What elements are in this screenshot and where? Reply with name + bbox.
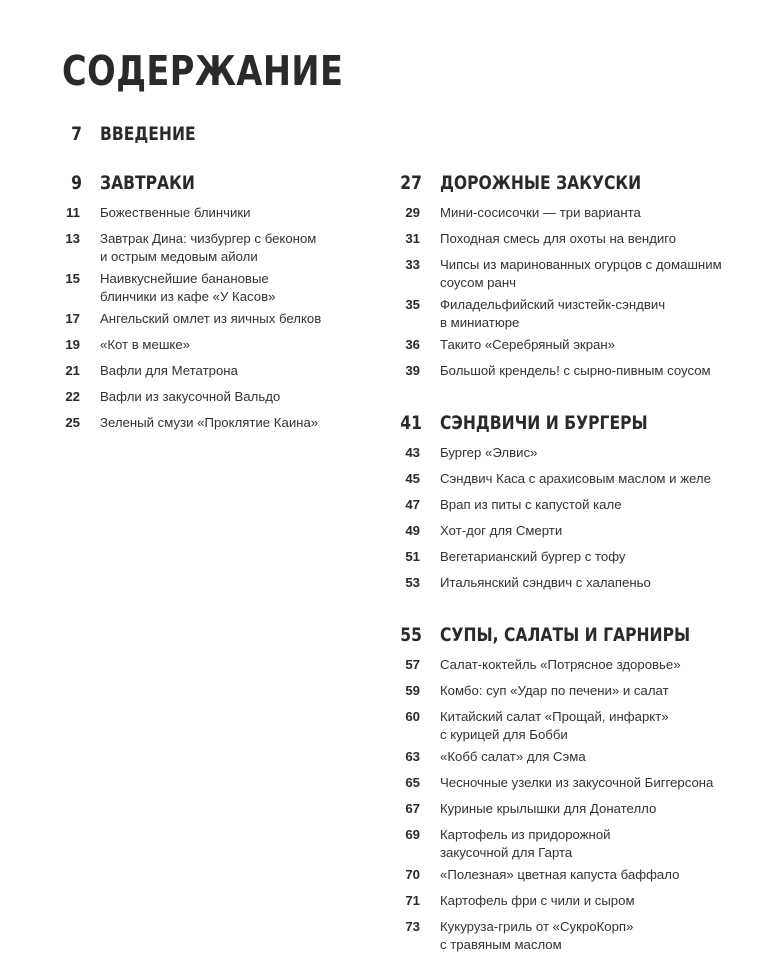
heading-page-number: 55	[400, 624, 422, 646]
toc-entry-list	[402, 202, 732, 386]
entry-title: Врап из питы с капустой кале	[440, 497, 622, 512]
toc-entry[interactable]	[62, 202, 392, 228]
toc-entry[interactable]	[402, 864, 732, 890]
heading-label: СЭНДВИЧИ И БУРГЕРЫ	[440, 412, 648, 434]
toc-entry[interactable]	[402, 360, 732, 386]
entry-title: Хот-дог для Смерти	[440, 523, 563, 538]
entry-title: «Кот в мешке»	[100, 337, 191, 352]
entry-title: Куриные крылышки для Донателло	[440, 801, 657, 816]
entry-title: Сэндвич Каса с арахисовым маслом и желе	[440, 471, 711, 486]
toc-entry[interactable]	[402, 468, 732, 494]
entry-title: Вафли для Метатрона	[100, 363, 238, 378]
entry-title: Бургер «Элвис»	[440, 445, 538, 460]
toc-entry-list	[402, 654, 732, 956]
toc-entry[interactable]	[402, 772, 732, 798]
entry-page-number: 73	[405, 919, 420, 934]
entry-title: Комбо: суп «Удар по печени» и салат	[440, 683, 669, 698]
entry-page-number: 21	[65, 363, 80, 378]
entry-page-number: 60	[405, 709, 420, 724]
entry-title: «Кобб салат» для Сэма	[440, 749, 586, 764]
toc-entry[interactable]	[62, 360, 392, 386]
toc-column-left	[62, 170, 392, 438]
toc-entry[interactable]	[402, 680, 732, 706]
toc-entry[interactable]	[402, 254, 732, 294]
entry-page-number: 43	[405, 445, 420, 460]
heading-page-number: 41	[400, 412, 422, 434]
toc-entry[interactable]	[62, 334, 392, 360]
entry-title: Кукуруза-гриль от «СукроКорп» с травяным маслом	[440, 919, 634, 952]
toc-entry[interactable]	[402, 334, 732, 360]
entry-page-number: 51	[405, 549, 420, 564]
entry-title: «Полезная» цветная капуста баффало	[440, 867, 680, 882]
toc-section-heading[interactable]	[402, 410, 732, 438]
entry-title: Чипсы из маринованных огурцов с домашним соусом ранч	[440, 257, 722, 290]
toc-section	[402, 170, 732, 386]
page-title: СОДЕРЖАНИЕ	[62, 47, 344, 95]
entry-page-number: 47	[405, 497, 420, 512]
entry-page-number: 63	[405, 749, 420, 764]
entry-title: Картофель из придорожной закусочной для Гарта	[440, 827, 611, 860]
entry-title: Салат-коктейль «Потрясное здоровье»	[440, 657, 681, 672]
toc-entry[interactable]	[402, 706, 732, 746]
entry-page-number: 65	[405, 775, 420, 790]
entry-page-number: 59	[405, 683, 420, 698]
heading-label: СУПЫ, САЛАТЫ И ГАРНИРЫ	[440, 624, 691, 646]
toc-entry[interactable]	[402, 202, 732, 228]
entry-page-number: 29	[405, 205, 420, 220]
toc-section	[402, 622, 732, 956]
entry-title: Итальянский сэндвич с халапеньо	[440, 575, 651, 590]
toc-section	[62, 170, 392, 438]
toc-entry[interactable]	[62, 308, 392, 334]
toc-entry[interactable]	[62, 386, 392, 412]
toc-entry[interactable]	[402, 294, 732, 334]
entry-page-number: 13	[65, 231, 80, 246]
toc-column-right	[402, 170, 732, 956]
heading-page-number: 27	[400, 172, 422, 194]
heading-page-number: 9	[71, 172, 82, 194]
heading-page-number: 7	[71, 123, 82, 145]
entry-title: Филадельфийский чизстейк-сэндвич в миниатюре	[440, 297, 666, 330]
entry-page-number: 57	[405, 657, 420, 672]
entry-page-number: 33	[405, 257, 420, 272]
toc-entry[interactable]	[402, 546, 732, 572]
heading-label: ДОРОЖНЫЕ ЗАКУСКИ	[440, 172, 642, 194]
entry-title: Большой крендель! с сырно-пивным соусом	[440, 363, 711, 378]
toc-section-heading[interactable]	[402, 622, 732, 650]
entry-title: Зеленый смузи «Проклятие Каина»	[100, 415, 319, 430]
entry-title: Наивкуснейшие банановые блинчики из кафе «У Касов»	[100, 271, 276, 304]
toc-heading-introduction[interactable]	[62, 121, 382, 149]
entry-title: Такито «Серебряный экран»	[440, 337, 615, 352]
entry-page-number: 49	[405, 523, 420, 538]
entry-page-number: 71	[405, 893, 420, 908]
entry-title: Завтрак Дина: чизбургер с беконом и острым медовым айоли	[100, 231, 317, 264]
entry-page-number: 22	[65, 389, 80, 404]
entry-title: Походная смесь для охоты на вендиго	[440, 231, 677, 246]
entry-title: Ангельский омлет из яичных белков	[100, 311, 322, 326]
entry-title: Мини-сосисочки — три варианта	[440, 205, 641, 220]
toc-entry[interactable]	[402, 442, 732, 468]
entry-title: Китайский салат «Прощай, инфаркт» с курицей для Бобби	[440, 709, 669, 742]
entry-page-number: 70	[405, 867, 420, 882]
heading-label: ВВЕДЕНИЕ	[100, 123, 196, 145]
entry-page-number: 17	[65, 311, 80, 326]
entry-page-number: 45	[405, 471, 420, 486]
toc-entry[interactable]	[402, 654, 732, 680]
entry-page-number: 15	[65, 271, 80, 286]
toc-entry[interactable]	[402, 798, 732, 824]
entry-page-number: 67	[405, 801, 420, 816]
toc-entry[interactable]	[402, 520, 732, 546]
toc-entry[interactable]	[62, 268, 392, 308]
toc-entry[interactable]	[402, 494, 732, 520]
entry-page-number: 53	[405, 575, 420, 590]
entry-title: Божественные блинчики	[100, 205, 251, 220]
toc-entry-list	[402, 442, 732, 598]
entry-page-number: 35	[405, 297, 420, 312]
entry-page-number: 36	[405, 337, 420, 352]
toc-entry[interactable]	[402, 890, 732, 916]
entry-page-number: 39	[405, 363, 420, 378]
entry-title: Вегетарианский бургер с тофу	[440, 549, 626, 564]
toc-entry-list	[62, 202, 392, 438]
entry-page-number: 19	[65, 337, 80, 352]
entry-page-number: 25	[65, 415, 80, 430]
entry-page-number: 69	[405, 827, 420, 842]
toc-entry[interactable]	[402, 824, 732, 864]
entry-title: Картофель фри с чили и сыром	[440, 893, 635, 908]
toc-section-heading[interactable]	[402, 170, 732, 198]
toc-section-heading[interactable]	[62, 170, 392, 198]
entry-page-number: 31	[405, 231, 420, 246]
toc-entry[interactable]	[402, 916, 732, 956]
toc-entry[interactable]	[402, 572, 732, 598]
toc-entry[interactable]	[402, 228, 732, 254]
entry-title: Чесночные узелки из закусочной Биггерсона	[440, 775, 714, 790]
heading-label: ЗАВТРАКИ	[100, 172, 195, 194]
toc-entry[interactable]	[62, 412, 392, 438]
toc-entry[interactable]	[62, 228, 392, 268]
toc-entry[interactable]	[402, 746, 732, 772]
entry-title: Вафли из закусочной Вальдо	[100, 389, 281, 404]
entry-page-number: 11	[66, 205, 80, 220]
toc-section	[402, 410, 732, 598]
